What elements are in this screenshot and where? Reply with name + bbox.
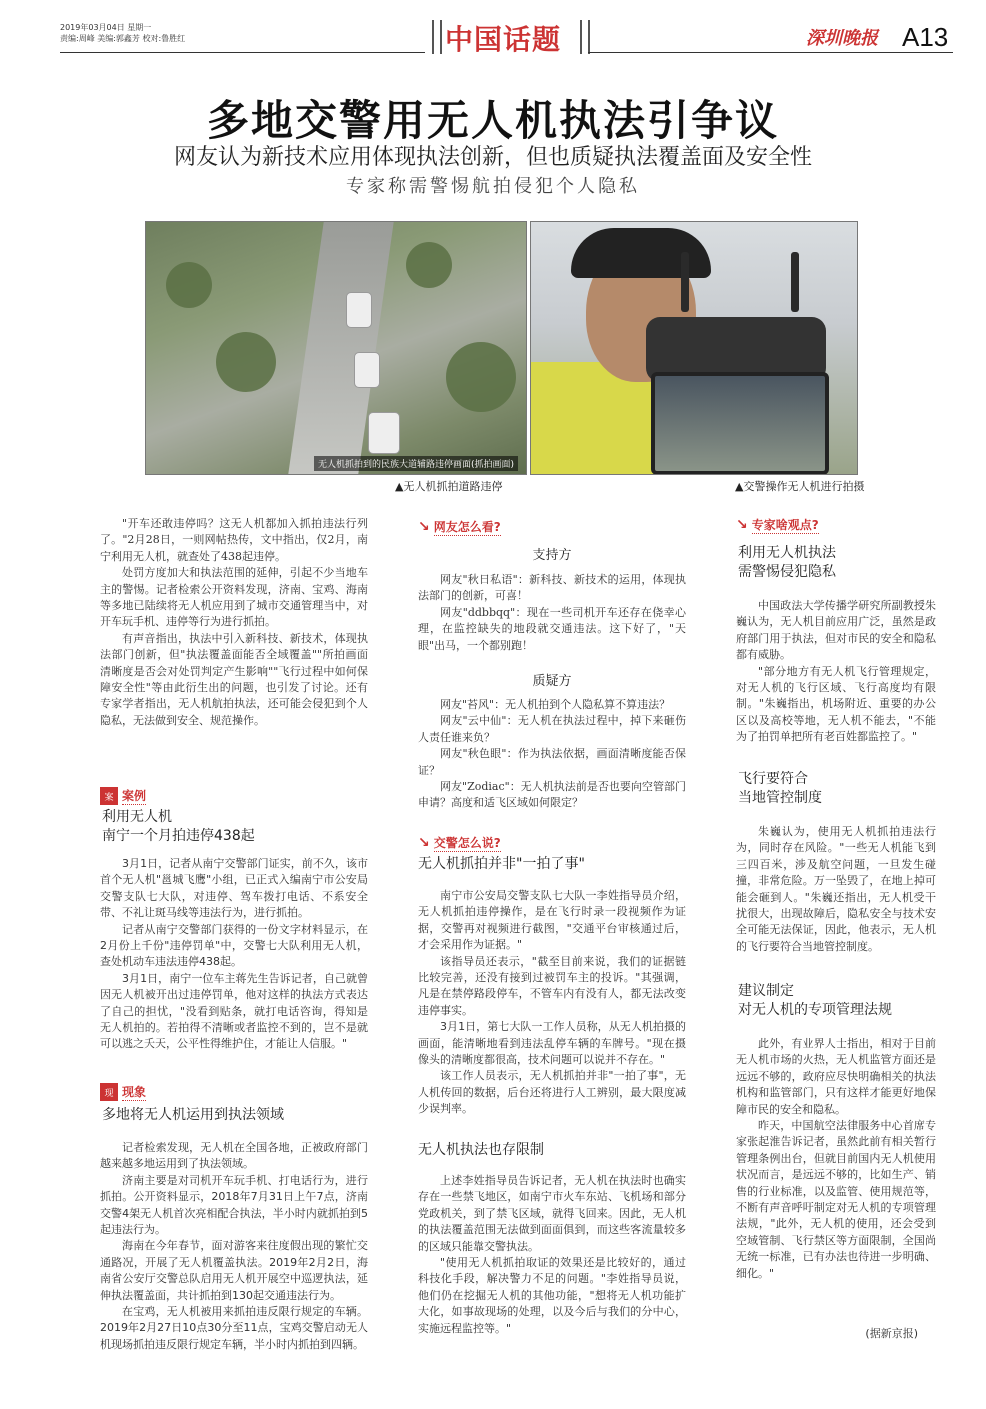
expert-body-3: 此外，有业界人士指出，相对于目前无人机市场的火热，无人机监管方面还是远远不够的，政府应尽快明确相关的执法机构和监管部门，只有这样才能更好地保障市民的安全和隐私。 昨天，中国航空法律服务中心首席专家张起淮告诉记者，虽然此前有相关暂行管理条例出台，但就目前国内无人机使用状况而言，是远远不够的，比如生产、销售的行业标准，以及监管、使用规范等，不断有声音呼吁制定对无人机的专项管理法规，"此外，无人机的使用，还会受到空域管制、飞行禁区等方面限制，全国尚无统一标准，已有办法也待进一步明确、细化。" xyxy=(736,1037,936,1280)
case-tag xyxy=(100,787,146,805)
antenna-shape xyxy=(791,252,799,312)
tree-shape xyxy=(406,242,452,288)
header-editors: 责编:周峰 美编:郭鑫芳 校对:鲁胜红 xyxy=(60,34,186,43)
controller-screen xyxy=(651,372,829,475)
car-shape xyxy=(346,292,372,328)
intro-text: "开车还敢违停吗？这无人机都加入抓拍违法行列了。"2月28日，一则网帖热传，文中指出，仅2月，南宁利用无人机，就查处了438起违停。 处罚方度加大和执法范围的延伸，引起不少当地车主的警惕。记者检索公开资料发现，济南、宝鸡、海南等多地已陆续将无人机应用到了城市交通管理当中，对开车玩手机、违停等行为进行抓拍。 有声音指出，执法中引入新科技、新技术，体现执法部门创新，但"执法覆盖面能否全域覆盖""所拍画面清晰度是否会对处罚判定产生影响""飞行过程中如何保障安全性"等由此衍生出的问题，也引发了讨论。还有专家学者指出，无人机航拍执法，还可能会侵犯到个人隐私，无法做到安全、规范操作。 xyxy=(100,517,368,727)
photo-caption-right: ▲交警操作无人机进行拍摄 xyxy=(735,480,865,493)
netizen-tag xyxy=(418,518,501,536)
oppose-heading: 质疑方 xyxy=(532,674,572,689)
subheadline-2: 专家称需警惕航拍侵犯个人隐私 xyxy=(346,176,640,197)
support-heading: 支持方 xyxy=(532,548,572,563)
photo-caption-left: ▲无人机抓拍道路违停 xyxy=(395,480,503,493)
limit-body: 上述李姓指导员告诉记者，无人机在执法时也确实存在一些禁飞地区，如南宁市火车东站、飞机场和部分党政机关，到了禁飞区域，就得飞回来。因此，无人机的执法覆盖范围无法做到面面俱到，而这些客流量较多的区域只能靠交警执法。 "使用无人机抓拍取证的效果还是比较好的，通过科技化手段，解决警力不足的问题。"李姓指导员说，他们仍在挖掘无人机的其他功能，"想将无人机功能扩大化，如事故现场的处理，以及今后与我们的分中心，实施远程监控等。" xyxy=(418,1174,686,1335)
news-source: (据新京报) xyxy=(865,1327,918,1340)
phenomenon-tag-label: 现象 xyxy=(122,1085,147,1099)
subheadline-1: 网友认为新技术应用体现执法创新，但也质疑执法覆盖面及安全性 xyxy=(173,145,812,170)
chevron-icon: ↘ xyxy=(418,835,430,851)
officer-controller-photo xyxy=(530,221,858,475)
case-headline: 利用无人机 南宁一个月拍违停438起 xyxy=(102,809,255,844)
police-tag-label: 交警怎么说? xyxy=(433,836,501,850)
section-bars-left xyxy=(432,20,442,54)
car-shape xyxy=(354,352,380,388)
expert-tag-label: 专家啥观点? xyxy=(751,518,819,532)
newspaper-logo: 深圳晚报 xyxy=(806,28,878,49)
phenomenon-body: 记者检索发现，无人机在全国各地，正被政府部门越来越多地运用到了执法领域。 济南主要是对司机开车玩手机、打电话行为，进行抓拍。公开资料显示，2018年7月31日上午7点，济南交警4架无人机首次亮相配合执法，半小时内就抓拍到5起违法行为。 海南在今年春节，面对游客来往度假出现的繁忙交通路况，开展了无人机覆盖执法。2019年2月2日，海南省公安厅交警总队启用无人机开展空中巡逻执法，延伸执法覆盖面，共计抓拍到130起交通违法行为。 在宝鸡，无人机被用来抓拍违反限行规定的车辆。2019年2月27日10点30分至11点，宝鸡交警启动无人机现场抓拍违反限行规定车辆，半小时内抓拍到四辆。 xyxy=(100,1141,368,1351)
page-number: A13 xyxy=(902,22,949,52)
header-meta xyxy=(60,22,185,44)
police-body: 南宁市公安局交警支队七大队一李姓指导员介绍，无人机抓拍违停操作，是在飞行时录一段视频作为证据，交警再对视频进行截图，"交通平台审核通过后，才会采用作为证据。" 该指导员还表示，"截至目前来说，我们的证据链比较完善，还没有接到过被罚车主的投诉。"其强调，凡是在禁停路段停车，不管车内有没有人，都无法改变违停事实。 3月1日，第七大队一工作人员称，从无人机拍摄的画面，能清晰地看到违法乱停车辆的车牌号。"现在摄像头的清晰度都很高，技术问题可以说并不存在。" 该工作人员表示，无人机抓拍并非"一拍了事"，无人机传回的数据，后台还将进行人工辨别，最大限度减少误判率。 xyxy=(418,889,686,1116)
expert-headline-3: 建议制定 对无人机的专项管理法规 xyxy=(738,983,892,1018)
phenomenon-tag xyxy=(100,1083,146,1101)
netizen-tag-label: 网友怎么看? xyxy=(433,520,501,534)
police-tag xyxy=(418,834,501,852)
expert-headline-1: 利用无人机执法 需警惕侵犯隐私 xyxy=(738,545,836,580)
expert-tag xyxy=(736,516,819,534)
limit-headline: 无人机执法也存限制 xyxy=(418,1142,544,1158)
car-shape xyxy=(368,412,400,454)
section-bars-right xyxy=(580,20,590,54)
chevron-icon: ↘ xyxy=(418,519,430,535)
phenomenon-headline: 多地将无人机运用到执法领域 xyxy=(102,1107,284,1123)
main-headline: 多地交警用无人机执法引争议 xyxy=(206,96,779,145)
police-headline: 无人机抓拍并非"一拍了事" xyxy=(418,856,585,872)
support-body: 网友"秋日私语"：新科技、新技术的运用，体现执法部门的创新，可喜！ 网友"ddbbqq"：现在一些司机开车还存在侥幸心理，在监控缺失的地段就交通违法。这下好了，"天眼"出马，一个都别跑！ xyxy=(418,573,686,652)
antenna-shape xyxy=(681,252,689,312)
expert-body-1: 中国政法大学传播学研究所副教授朱巍认为，无人机目前应用广泛，虽然是政府部门用于执法，但对市民的安全和隐私都有威胁。 "部分地方有无人机飞行管理规定，对无人机的飞行区域、飞行高度均有限制。"朱巍指出，机场附近、重要的办公区以及高校等地，无人机不能去，"不能为了拍罚单把所有老百姓都监控了。" xyxy=(736,599,936,744)
expert-body-2: 朱巍认为，使用无人机抓拍违法行为，同时存在风险。"一些无人机能飞到三四百米，涉及航空问题，一旦发生碰撞，非常危险。万一坠毁了，在地上掉可能会砸到人。"朱巍还指出，无人机受干扰很大，出现故障后，隐私安全与技术安全可能无法保证，因此，他表示，无人机的飞行要符合当地管控制度。 xyxy=(736,825,936,953)
expert-headline-2: 飞行要符合 当地管控制度 xyxy=(738,771,822,806)
photo-inset-caption: 无人机抓拍到的民族大道辅路违停画面(抓拍画面) xyxy=(314,456,518,471)
cap-shape xyxy=(571,228,711,278)
drone-road-photo xyxy=(145,221,527,475)
chevron-icon: ↘ xyxy=(736,517,748,533)
case-body: 3月1日，记者从南宁交警部门证实，前不久，该市首个无人机"邕城飞鹰"小组，已正式入编南宁市公安局交警支队七大队，对违停、驾车拨打电话、不系安全带、不礼让斑马线等违法行为，进行抓拍。 记者从南宁交警部门获得的一份文字材料显示，在2月份上千份"违停罚单"中，交警七大队利用无人机，查处机动车违法违停438起。 3月1日，南宁一位车主蒋先生告诉记者，自己就曾因无人机被开出过违停罚单，他对这样的执法方式表达了自己的担忧，"没看到贴条，就打电话咨询，得知是无人机拍的。若拍得不清晰或者监控不到的，岂不是就可以逃之夭天，公平性得维护住，才能让人信服。" xyxy=(100,857,368,1051)
header-rule-left xyxy=(60,52,425,53)
header-rule-right xyxy=(588,52,953,53)
case-tag-label: 案例 xyxy=(122,789,147,803)
oppose-body: 网友"苔风"：无人机拍到个人隐私算不算违法？ 网友"云中仙"：无人机在执法过程中，掉下来砸伤人责任谁来负？ 网友"秋色眼"：作为执法依据，画面清晰度能否保证？ 网友"Zodiac"：无人机执法前是否也要向空管部门申请？高度和适飞区域如何限定？ xyxy=(418,698,686,810)
case-tag-box: 案 xyxy=(100,787,118,805)
header-date: 2019年03月04日 星期一 xyxy=(60,23,152,32)
tree-shape xyxy=(446,342,516,412)
tree-shape xyxy=(216,332,276,392)
tree-shape xyxy=(166,262,212,308)
section-title: 中国话题 xyxy=(445,23,562,56)
phenomenon-tag-box: 现 xyxy=(100,1083,118,1101)
